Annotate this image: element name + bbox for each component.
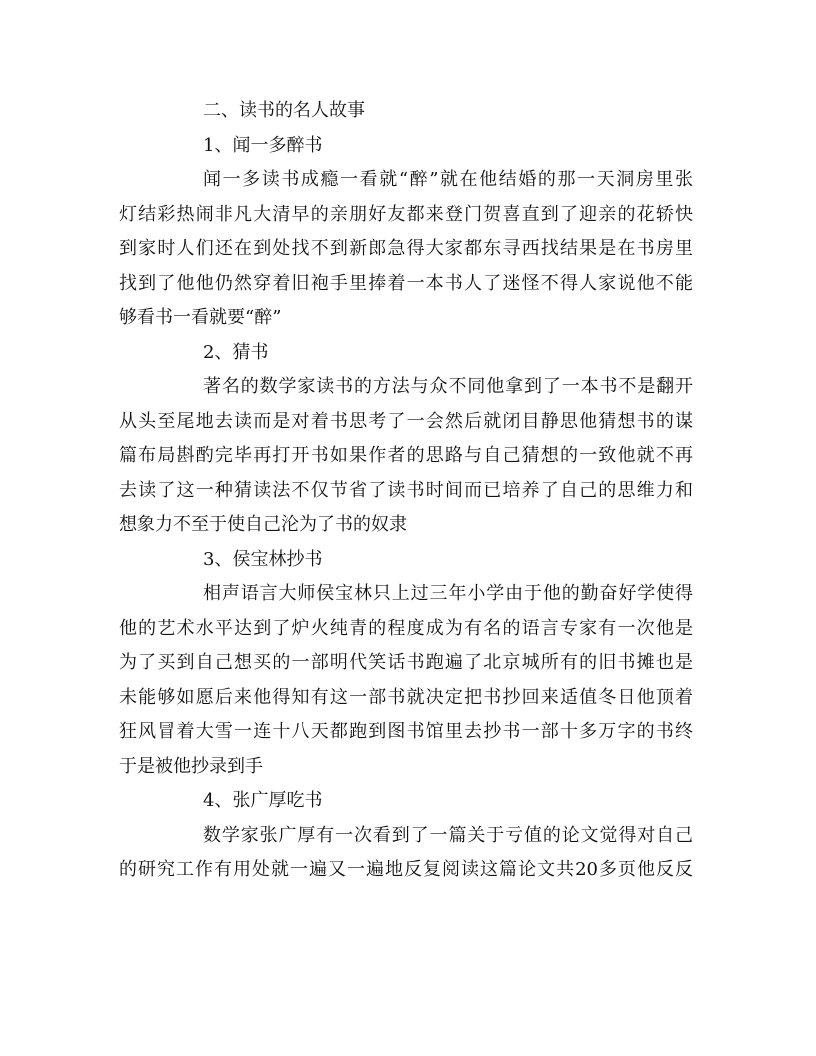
paragraph-line: 够看书一看就要“醉” xyxy=(119,307,282,328)
story-heading: 1、闻一多醉书 xyxy=(203,134,323,156)
document-body xyxy=(119,94,693,888)
section-title: 二、读书的名人故事 xyxy=(203,100,365,121)
paragraph-line: 去读了这一种猜读法不仅节省了读书时间而已培养了自己的思维力和 xyxy=(119,479,693,501)
paragraph-line: 从头至尾地去读而是对着书思考了一会然后就闭目静思他猜想书的谋 xyxy=(119,410,693,432)
paragraph-line: 狂风冒着大雪一连十八天都跑到图书馆里去抄书一部十多万字的书终 xyxy=(119,721,693,742)
story-heading: 3、侯宝林抄书 xyxy=(203,548,323,570)
paragraph-line: 数学家张广厚有一次看到了一篇关于亏值的论文觉得对自己 xyxy=(203,824,693,846)
paragraph-line: 相声语言大师侯宝林只上过三年小学由于他的勤奋好学使得 xyxy=(203,583,693,604)
paragraph-line: 篇布局斟酌完毕再打开书如果作者的思路与自己猜想的一致他就不再 xyxy=(119,445,693,466)
paragraph-line: 未能够如愿后来他得知有这一部书就决定把书抄回来适值冬日他顶着 xyxy=(119,686,693,708)
paragraph-line: 他的艺术水平达到了炉火纯青的程度成为有名的语言专家有一次他是 xyxy=(119,617,693,639)
story-heading: 2、猜书 xyxy=(203,341,269,363)
paragraph-line: 闻一多读书成瘾一看就“醉”就在他结婚的那一天洞房里张 xyxy=(203,169,693,190)
paragraph-line: 著名的数学家读书的方法与众不同他拿到了一本书不是翻开 xyxy=(203,376,693,397)
paragraph-line: 到家时人们还在到处找不到新郎急得大家都东寻西找结果是在书房里 xyxy=(119,238,693,259)
paragraph-line: 为了买到自己想买的一部明代笑话书跑遍了北京城所有的旧书摊也是 xyxy=(119,652,693,673)
paragraph-line: 找到了他他仍然穿着旧袍手里捧着一本书人了迷怪不得人家说他不能 xyxy=(119,272,693,294)
paragraph-line: 于是被他抄录到手 xyxy=(119,755,263,777)
paragraph-line: 想象力不至于使自己沦为了书的奴隶 xyxy=(119,514,407,535)
story-heading: 4、张广厚吃书 xyxy=(203,790,323,811)
paragraph-line: 的研究工作有用处就一遍又一遍地反复阅读这篇论文共20多页他反反 xyxy=(119,859,693,880)
paragraph-line: 灯结彩热闹非凡大清早的亲朋好友都来登门贺喜直到了迎亲的花轿快 xyxy=(119,203,693,225)
